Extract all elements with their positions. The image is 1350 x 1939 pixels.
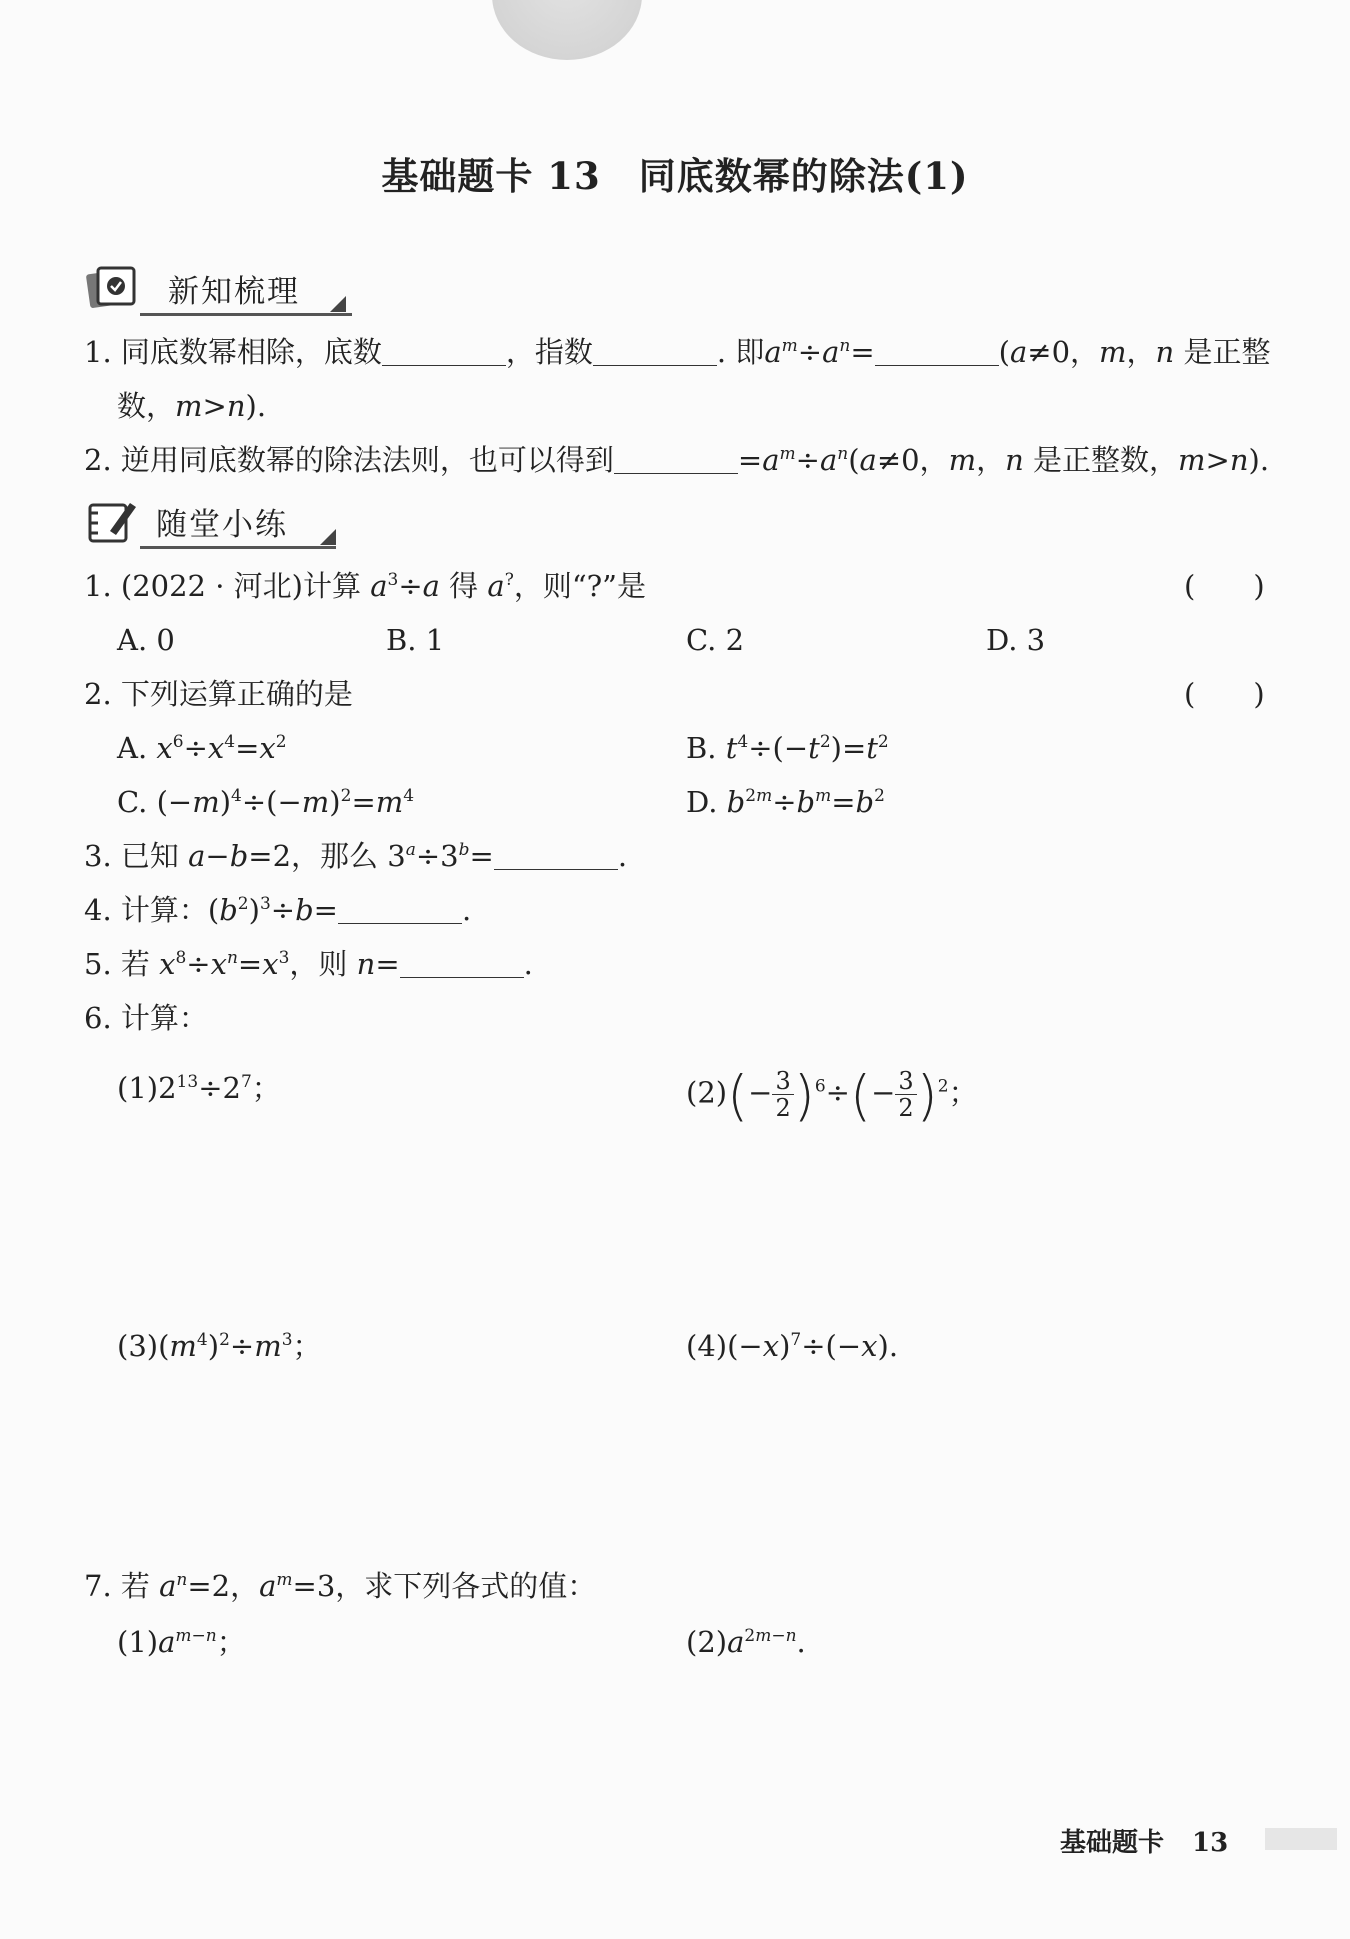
book-check-icon <box>84 264 142 312</box>
text: 1. (2022 · 河北)计算 <box>84 569 361 603</box>
title-sub: 同底数幂的除法(1) <box>638 154 969 198</box>
subproblem-6-4: $(4)(-x)^7\div(-x)$. <box>686 1329 899 1363</box>
sub-label: (2) <box>686 1625 728 1659</box>
text: 6. 计算： <box>84 1001 208 1035</box>
decorative-circle <box>492 0 642 60</box>
text: ，那么 <box>291 839 379 873</box>
text: 2. 下列运算正确的是 <box>84 677 353 711</box>
sub-label: (3) <box>117 1329 159 1363</box>
subproblem-6-2: (2)(− $\frac{3}{2}$ )$^6$÷(− $\frac{3}{2}$ )$^2$； <box>686 1064 978 1128</box>
text: ，指数 <box>505 335 593 369</box>
text: 3. 已知 <box>84 839 179 873</box>
option-letter: C. <box>117 785 148 819</box>
sub-label: (2) <box>686 1075 728 1110</box>
option-a[interactable]: A. $x^6\div x^4=x^2$ <box>117 731 287 765</box>
answer-blank[interactable] <box>494 841 618 870</box>
knowledge-item-2: 2. 逆用同底数幂的除法法则，也可以得到 $=a^m\div a^n(a\ne 0$，m，n 是正整数，m>n). <box>84 443 1270 477</box>
notebook-pen-icon <box>84 497 142 545</box>
option-letter: B. <box>686 731 717 765</box>
sub-label: (4) <box>686 1329 728 1363</box>
problem-3: 3. 已知 a−b=2，那么 $3^a\div 3^b=$ . <box>84 839 628 873</box>
problem-2 <box>84 674 353 714</box>
text: 数， <box>117 389 176 423</box>
subproblem-6-1: $(1)2^{13}\div 2^7$； <box>117 1071 281 1105</box>
problem-7: 7. 若 $a^n=2$，$a^m=3$，求下列各式的值： <box>84 1569 597 1603</box>
sub-label: (1) <box>117 1071 159 1105</box>
problem-4: 4. 计算：$(b^2)^3\div b=$ . <box>84 893 472 927</box>
answer-blank[interactable] <box>338 895 462 924</box>
option-b[interactable]: B. $t^4\div(-t^2)=t^2$ <box>686 731 889 765</box>
text: 5. 若 <box>84 947 150 981</box>
footer-label: 基础题卡 <box>1060 1828 1165 1858</box>
section-label: 随堂小练 <box>156 507 288 543</box>
knowledge-item-1-cont: 数，m>n). <box>117 389 267 423</box>
subproblem-7-2: $(2)a^{2m-n}$. <box>686 1625 806 1659</box>
text: ( <box>998 335 1010 369</box>
section-triangle <box>320 529 336 545</box>
section-label: 新知梳理 <box>168 274 300 310</box>
text: . 即 <box>716 335 765 369</box>
footer-decoration <box>1265 1828 1337 1850</box>
subproblem-6-3: $(3)(m^4)^2\div m^3$； <box>117 1329 322 1363</box>
option-c[interactable]: C. 2 <box>686 623 745 657</box>
text: 4. 计算： <box>84 893 208 927</box>
option-b[interactable]: B. 1 <box>386 623 445 657</box>
text: ，则 <box>289 947 348 981</box>
answer-blank[interactable] <box>400 949 524 978</box>
section-underline <box>140 313 352 316</box>
option-a[interactable]: A. 0 <box>117 623 175 657</box>
section-header-practice <box>84 495 344 549</box>
answer-blank[interactable] <box>875 337 999 366</box>
answer-bracket[interactable]: ( ) <box>1184 569 1265 603</box>
sub-label: (1) <box>117 1625 159 1659</box>
text: 是正整 <box>1183 335 1271 369</box>
knowledge-item-1: 1. 同底数幂相除，底数 ，指数 . 即$a^m\div a^n= (a\ne 0$，m，n 是正整 <box>84 335 1271 369</box>
option-d[interactable]: D. $b^{2m}\div b^m=b^2$ <box>686 785 885 819</box>
answer-blank[interactable] <box>614 445 738 474</box>
text: 1. 同底数幂相除，底数 <box>84 335 382 369</box>
text: 是正整数， <box>1032 443 1178 477</box>
text: 2. 逆用同底数幂的除法法则，也可以得到 <box>84 443 614 477</box>
answer-bracket[interactable]: ( ) <box>1184 677 1265 711</box>
section-underline <box>140 546 336 549</box>
title-main: 基础题卡 13 <box>381 154 601 198</box>
text: 7. 若 <box>84 1569 150 1603</box>
page-footer <box>1060 1822 1228 1859</box>
subproblem-7-1: $(1)a^{m-n}$； <box>117 1625 246 1659</box>
option-letter: A. <box>117 731 148 765</box>
text: 得 <box>449 569 479 603</box>
page-number: 13 <box>1192 1828 1229 1858</box>
option-c[interactable]: C. $(-m)^4\div(-m)^2=m^4$ <box>117 785 415 819</box>
problem-6 <box>84 998 208 1038</box>
section-header-new-knowledge <box>84 262 354 316</box>
answer-blank[interactable] <box>382 337 506 366</box>
text: ，求下列各式的值： <box>335 1569 597 1603</box>
option-letter: D. <box>686 785 718 819</box>
problem-5: 5. 若 $x^8\div x^n=x^3$，则 n= . <box>84 947 533 981</box>
answer-blank[interactable] <box>593 337 717 366</box>
page-title <box>0 146 1350 200</box>
option-d[interactable]: D. 3 <box>986 623 1046 657</box>
section-triangle <box>330 296 346 312</box>
text: ，则“?”是 <box>513 569 647 603</box>
problem-1: 1. (2022 · 河北)计算 $a^3\div a$ 得 a?，则“?”是 <box>84 569 647 603</box>
